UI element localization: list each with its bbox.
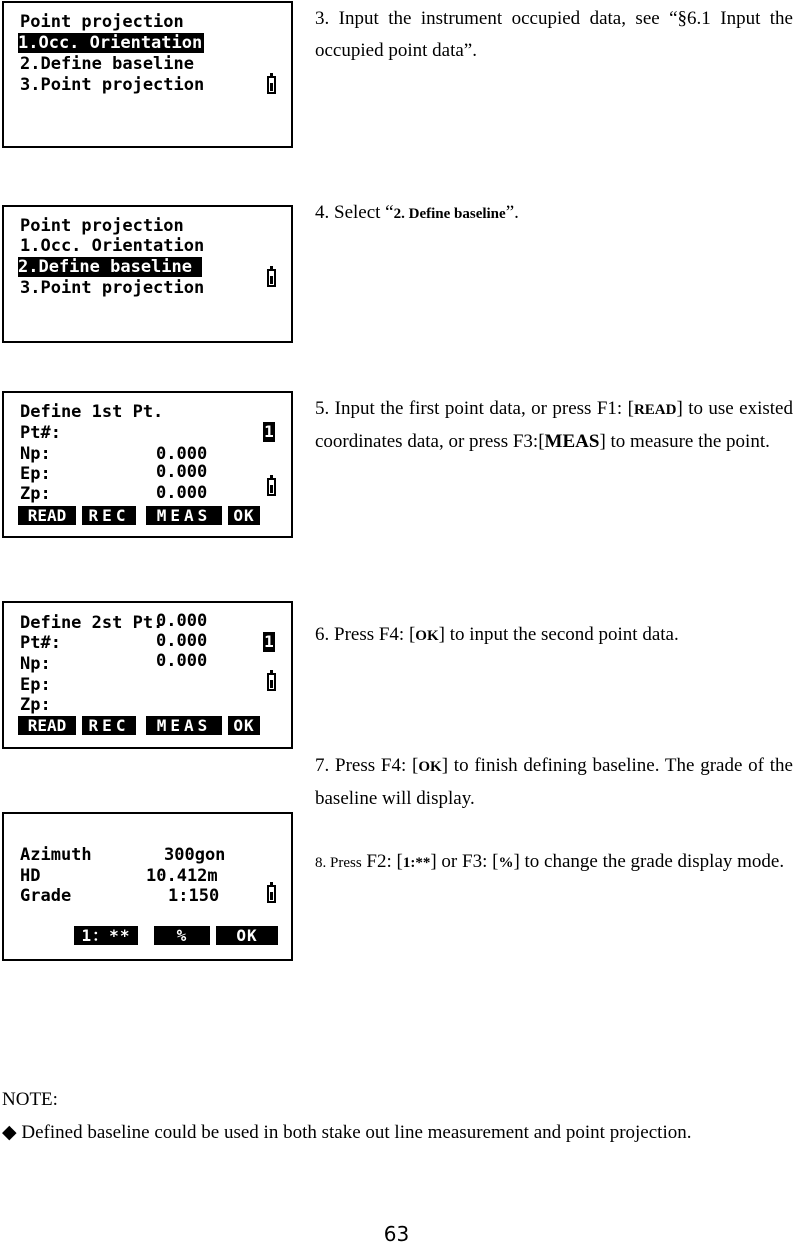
lcd-screen-define-2nd-point: [2, 601, 293, 749]
f4-ok-key[interactable]: OK: [228, 716, 260, 735]
menu-item-point-projection[interactable]: 3.Point projection: [20, 75, 205, 95]
f4-ok-key[interactable]: OK: [216, 926, 278, 945]
step-5-part-c: ] to measure the point.: [599, 431, 770, 452]
f2-rec-key[interactable]: REC: [82, 506, 136, 525]
battery-icon: [267, 76, 276, 94]
step-8-text: [315, 846, 793, 879]
menu-item-define-baseline[interactable]: 2.Define baseline: [20, 54, 194, 74]
f2-rec-key[interactable]: REC: [82, 716, 136, 735]
step-5-part-b: ] to use existed coordinates data, or press F3:[: [315, 398, 793, 452]
menu-item-occ-orientation[interactable]: 1.Occ. Orientation: [18, 33, 203, 53]
f4-ok-key[interactable]: OK: [228, 506, 260, 525]
value-np: 0.000: [156, 611, 208, 631]
battery-icon: [267, 269, 276, 287]
screen-title: Point projection: [20, 12, 184, 32]
step-8-number: 8. Press: [315, 855, 362, 871]
battery-icon: [267, 885, 276, 903]
label-pt: Pt#:: [20, 423, 61, 443]
label-np: Np:: [20, 444, 51, 464]
step-7-ok-key: OK: [418, 759, 442, 775]
value-hd: 10.412m: [146, 866, 218, 886]
step-8-ratio-key: 1:**: [402, 855, 431, 871]
note-heading: NOTE:: [2, 1089, 58, 1110]
step-3-text: [315, 3, 793, 67]
step-4-text: [315, 197, 793, 230]
label-grade: Grade: [20, 886, 72, 906]
step-8-part-c: ] to change the grade display mode.: [513, 851, 785, 872]
diamond-bullet-icon: ◆: [2, 1122, 17, 1143]
note-line: [2, 1118, 691, 1148]
step-6-part-b: ] to input the second point data.: [438, 624, 679, 645]
f1-read-key[interactable]: READ: [18, 506, 76, 525]
value-ep: 0.000: [156, 462, 208, 482]
f2-ratio-key[interactable]: 1：**: [74, 926, 138, 945]
step-7-part-a: 7. Press F4: [: [315, 755, 419, 776]
step-7-part-b: ] to finish defining baseline. The grade of the baseline will display.: [315, 755, 793, 809]
step-6-ok-key: OK: [415, 628, 439, 644]
screen-title: Define 2st Pt.: [20, 613, 164, 633]
menu-item-occ-orientation[interactable]: 1.Occ. Orientation: [20, 236, 205, 256]
step-7-text: [315, 750, 793, 815]
battery-icon: [267, 673, 276, 691]
f3-meas-key[interactable]: MEAS: [146, 716, 222, 735]
step-8-percent-key: %: [498, 855, 514, 871]
step-8-part-b: ] or F3: [: [430, 851, 499, 872]
label-ep: Ep:: [20, 675, 51, 695]
value-np: 0.000: [156, 444, 208, 464]
f3-meas-key[interactable]: MEAS: [146, 506, 222, 525]
f1-read-key[interactable]: READ: [18, 716, 76, 735]
label-pt: Pt#:: [20, 633, 61, 653]
step-4-menu-name: 2. Define baseline: [393, 206, 506, 222]
screen-title: Point projection: [20, 216, 184, 236]
battery-icon: [267, 478, 276, 496]
menu-item-point-projection[interactable]: 3.Point projection: [20, 278, 205, 298]
value-ep: 0.000: [156, 631, 208, 651]
lcd-screen-baseline-grade: [2, 812, 293, 961]
menu-item-define-baseline[interactable]: 2.Define baseline: [18, 257, 202, 277]
step-5-text: [315, 393, 793, 458]
step-4-suffix: ”.: [505, 202, 519, 223]
step-6-part-a: 6. Press F4: [: [315, 624, 416, 645]
page-badge: 1: [264, 632, 274, 651]
step-5-meas-key: MEAS: [544, 431, 600, 452]
label-ep: Ep:: [20, 464, 51, 484]
value-azimuth: 300gon: [164, 845, 226, 865]
lcd-screen-menu-1: [2, 1, 293, 148]
page-badge: 1: [264, 422, 274, 441]
page-number: 63: [383, 1222, 410, 1246]
note-text: Defined baseline could be used in both stake out line measurement and point projection.: [21, 1122, 692, 1143]
step-6-text: [315, 619, 793, 652]
label-hd: HD: [20, 866, 41, 886]
label-azimuth: Azimuth: [20, 845, 92, 865]
lcd-screen-menu-2: [2, 205, 293, 343]
label-np: Np:: [20, 654, 51, 674]
value-grade: 1:150: [168, 886, 220, 906]
step-5-part-a: 5. Input the first point data, or press F1: [: [315, 398, 634, 419]
step-4-prefix: 4. Select “: [315, 202, 394, 223]
screen-title: Define 1st Pt.: [20, 402, 164, 422]
label-zp: Zp:: [20, 695, 51, 715]
label-zp: Zp:: [20, 484, 51, 504]
f3-percent-key[interactable]: %: [154, 926, 210, 945]
step-3-content: 3. Input the instrument occupied data, see “§6.1 Input the occupied point data”.: [315, 8, 793, 61]
value-zp: 0.000: [156, 483, 208, 503]
lcd-screen-define-1st-point: [2, 391, 293, 538]
value-zp: 0.000: [156, 651, 208, 671]
step-8-part-a: F2: [: [361, 851, 403, 872]
step-5-read-key: READ: [633, 402, 677, 418]
